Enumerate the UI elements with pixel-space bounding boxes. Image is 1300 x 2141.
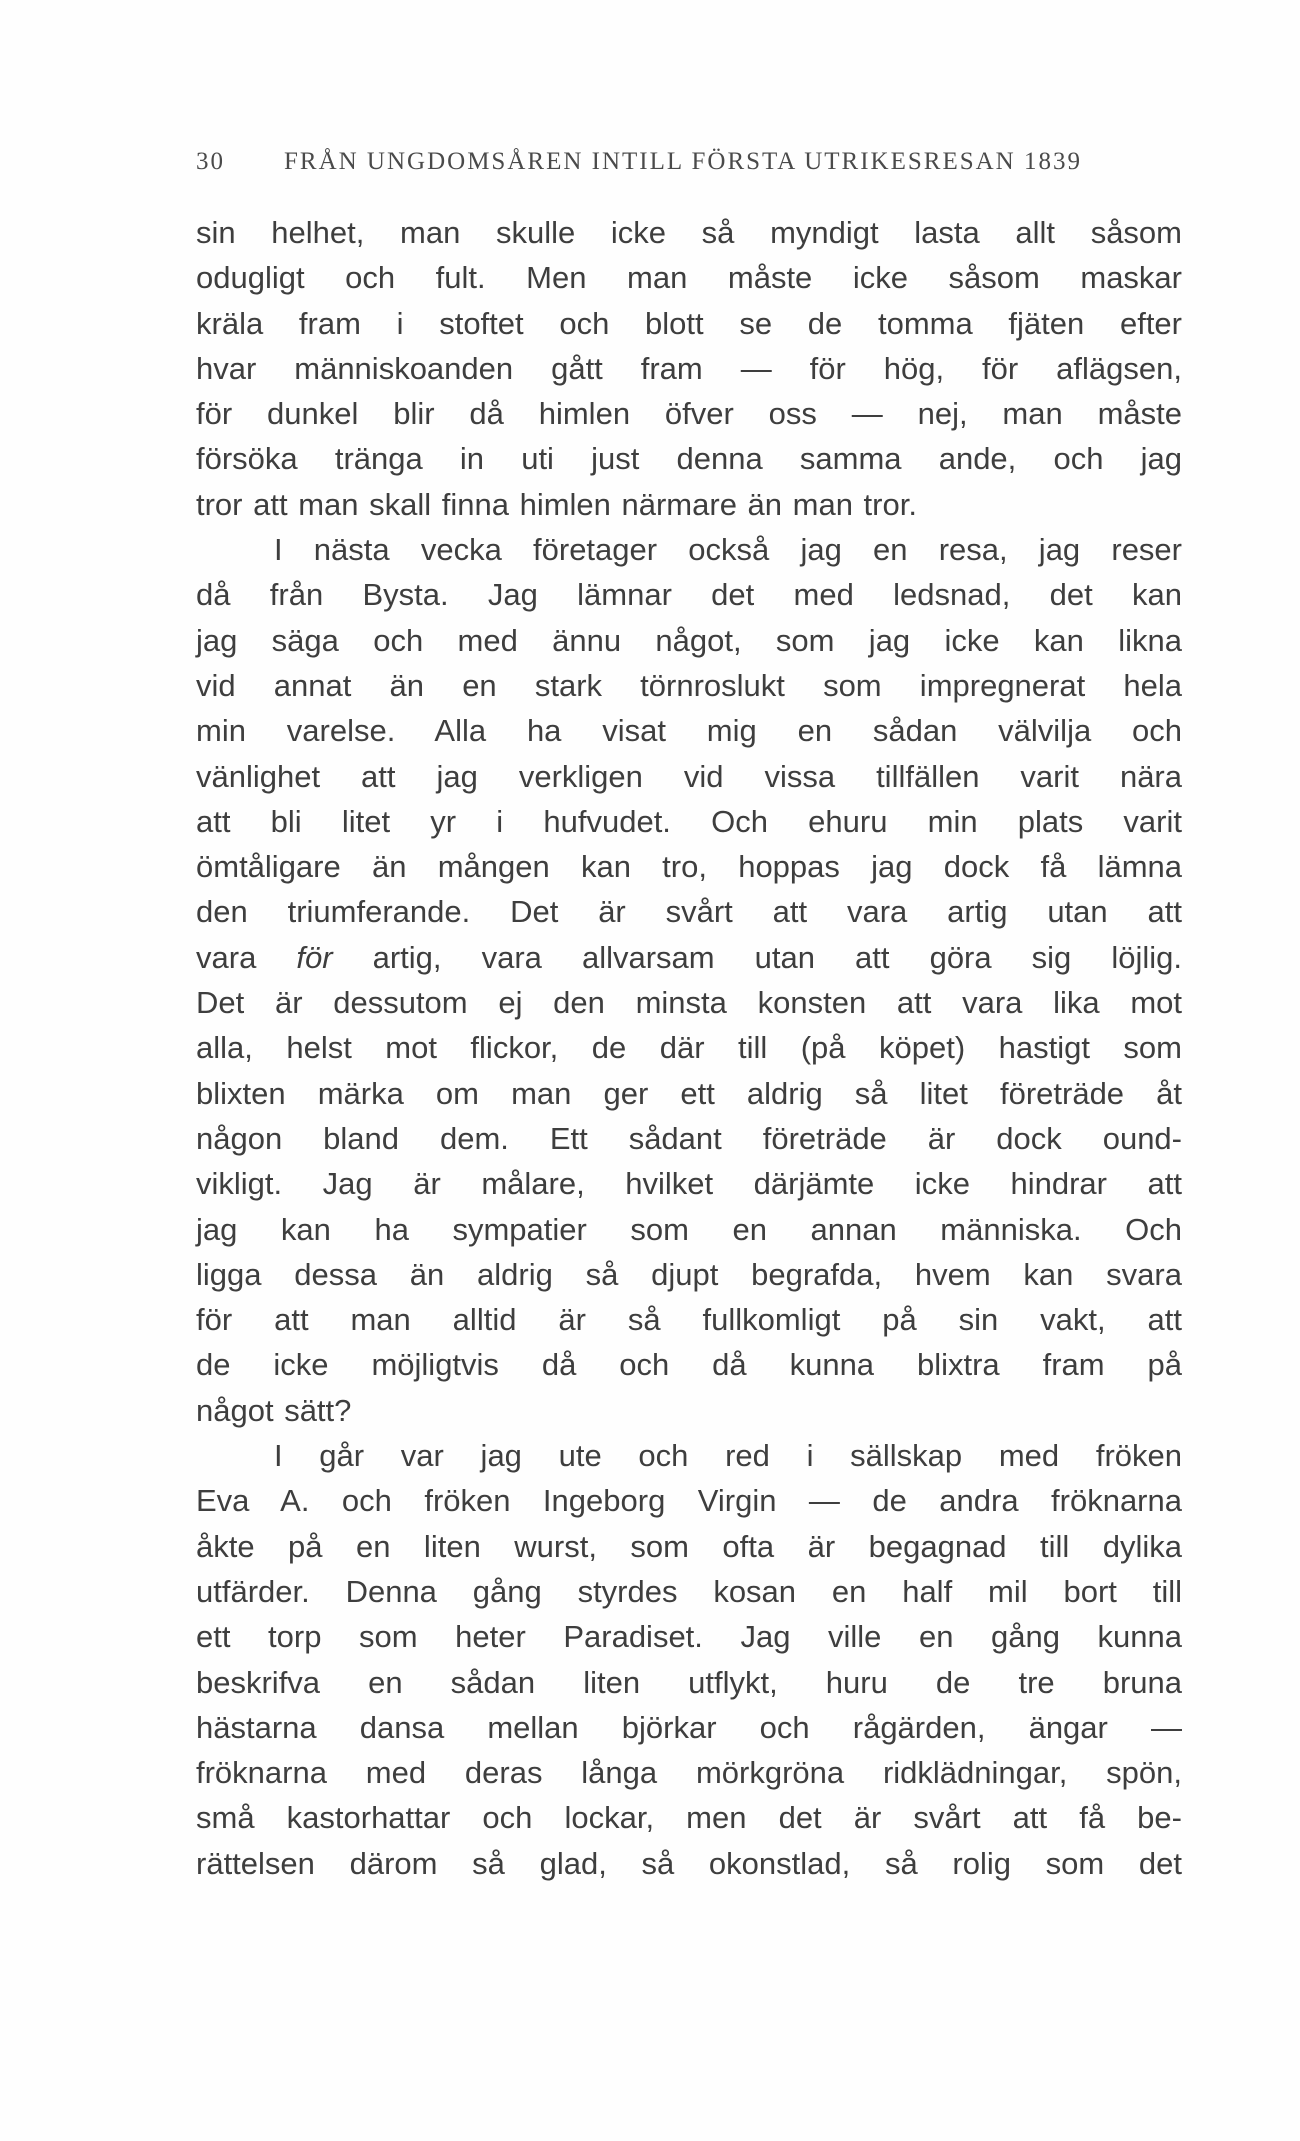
text-line-4: hvar människoanden gått fram — för hög, för aflägsen, — [196, 350, 1182, 386]
text-line-36: små kastorhattar och lockar, men det är svårt att få be- — [196, 1800, 1182, 1836]
text-line-25: för att man alltid är så fullkomligt på sin vakt, att — [196, 1302, 1182, 1338]
text-line-12: min varelse. Alla ha visat mig en sådan välvilja och — [196, 713, 1182, 749]
text-line-24: ligga dessa än aldrig så djupt begrafda, hvem kan svara — [196, 1256, 1182, 1292]
page-number: 30 — [196, 148, 225, 175]
text-line-6: försöka tränga in uti just denna samma ande, och jag — [196, 441, 1182, 477]
text-line-5: för dunkel blir då himlen öfver oss — nej, man måste — [196, 396, 1182, 432]
running-title: FRÅN UNGDOMSÅREN INTILL FÖRSTA UTRIKESRESAN 1839 — [284, 148, 1082, 175]
text-line-35: fröknarna med deras långa mörkgröna ridklädningar, spön, — [196, 1755, 1182, 1791]
text-line-37: rättelsen därom så glad, så okonstlad, så rolig som det — [196, 1845, 1182, 1881]
running-head — [196, 148, 1186, 176]
text-line-17-end: artig, vara allvarsam utan att göra sig löjlig. — [332, 939, 1183, 975]
text-line-9: då från Bysta. Jag lämnar det med ledsnad, det kan — [196, 577, 1182, 613]
text-line-22: vikligt. Jag är målare, hvilket därjämte icke hindrar att — [196, 1166, 1182, 1202]
text-line-1: sin helhet, man skulle icke så myndigt lasta allt såsom — [196, 215, 1182, 250]
emphasis-for: för — [296, 939, 333, 975]
text-line-3: kräla fram i stoftet och blott se de tomma fjäten efter — [196, 305, 1182, 341]
text-line-17-start: vara — [196, 939, 297, 975]
text-line-7: tror att man skall finna himlen närmare än man tror. — [196, 486, 917, 522]
text-line-26: de icke möjligtvis då och då kunna blixtra fram på — [196, 1347, 1182, 1383]
text-line-33: beskrifva en sådan liten utflykt, huru de tre bruna — [196, 1664, 1182, 1700]
text-line-31: utfärder. Denna gång styrdes kosan en half mil bort till — [196, 1573, 1182, 1609]
text-line-27: något sätt? — [196, 1392, 352, 1428]
text-line-19: alla, helst mot flickor, de där till (på köpet) hastigt som — [196, 1030, 1182, 1066]
text-line-13: vänlighet att jag verkligen vid vissa tillfällen varit nära — [196, 758, 1182, 794]
text-line-11: vid annat än en stark törnroslukt som impregnerat hela — [196, 667, 1182, 703]
text-line-2: odugligt och fult. Men man måste icke såsom maskar — [196, 260, 1182, 296]
text-line-34: hästarna dansa mellan björkar och rågärden, ängar — — [196, 1709, 1182, 1745]
text-line-21: någon bland dem. Ett sådant företräde är dock ound- — [196, 1120, 1182, 1156]
text-line-28: I går var jag ute och red i sällskap med fröken — [274, 1438, 1182, 1474]
text-line-8: I nästa vecka företager också jag en resa, jag reser — [274, 532, 1182, 568]
text-line-15: ömtåligare än mången kan tro, hoppas jag dock få lämna — [196, 849, 1182, 885]
text-line-20: blixten märka om man ger ett aldrig så litet företräde åt — [196, 1075, 1182, 1111]
text-line-17 — [196, 935, 1182, 980]
text-line-18: Det är dessutom ej den minsta konsten att vara lika mot — [196, 985, 1182, 1021]
text-line-10: jag säga och med ännu något, som jag icke kan likna — [196, 622, 1182, 658]
text-line-23: jag kan ha sympatier som en annan människa. Och — [196, 1211, 1182, 1247]
text-line-16: den triumferande. Det är svårt att vara artig utan att — [196, 894, 1182, 930]
body-text — [196, 210, 1182, 1886]
text-line-30: åkte på en liten wurst, som ofta är begagnad till dylika — [196, 1528, 1182, 1564]
text-line-32: ett torp som heter Paradiset. Jag ville en gång kunna — [196, 1619, 1182, 1655]
text-line-14: att bli litet yr i hufvudet. Och ehuru min plats varit — [196, 803, 1182, 839]
text-line-29: Eva A. och fröken Ingeborg Virgin — de andra fröknarna — [196, 1483, 1182, 1519]
